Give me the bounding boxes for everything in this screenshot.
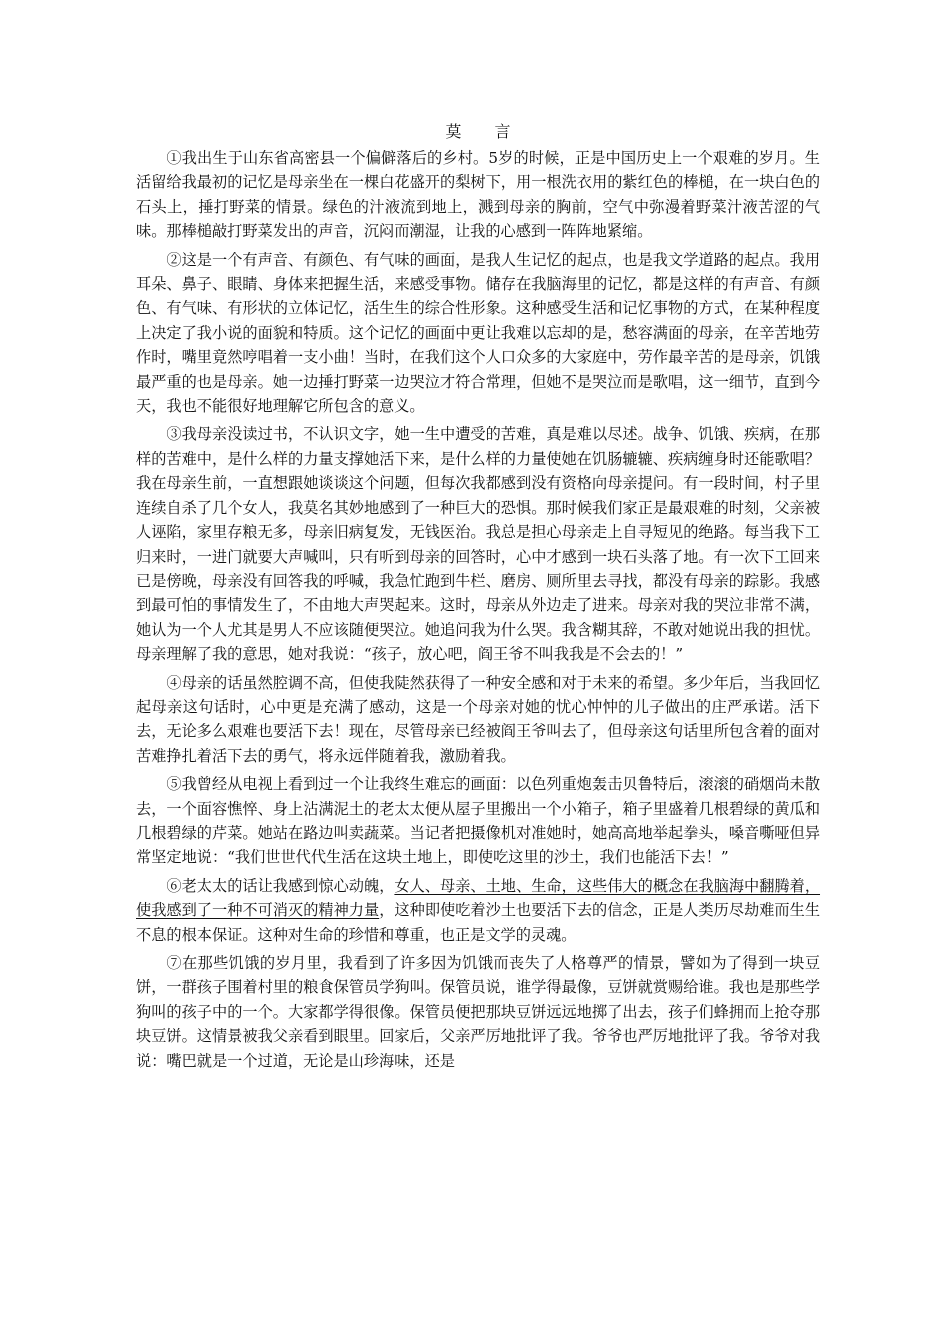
document-page bbox=[136, 120, 820, 1077]
paragraph-1: ①我出生于山东省高密县一个偏僻落后的乡村。5岁的时候，正是中国历史上一个艰难的岁月。生活留给我最初的记忆是母亲坐在一棵白花盛开的梨树下，用一根洗衣用的紫红色的棒槌，在一块白色的石头上，捶打野菜的情景。绿色的汁液流到地上，溅到母亲的胸前，空气中弥漫着野菜汁液苦涩的气味。那棒槌敲打野菜发出的声音，沉闷而潮湿，让我的心感到一阵阵地紧缩。 bbox=[136, 149, 820, 241]
document-title: 莫 言 bbox=[445, 122, 525, 141]
paragraph-6 bbox=[136, 874, 820, 947]
paragraph-2: ②这是一个有声音、有颜色、有气味的画面，是我人生记忆的起点，也是我文学道路的起点。我用耳朵、鼻子、眼睛、身体来把握生活，来感受事物。储存在我脑海里的记忆，都是这样的有声音、有颜色、有气味、有形状的立体记忆，活生生的综合性形象。这种感受生活和记忆事物的方式，在某种程度上决定了我小说的面貌和特质。这个记忆的画面中更让我难以忘却的是，愁容满面的母亲，在辛苦地劳作时，嘴里竟然哼唱着一支小曲！当时，在我们这个人口众多的大家庭中，劳作最辛苦的是母亲，饥饿最严重的也是母亲。她一边捶打野菜一边哭泣才符合常理，但她不是哭泣而是歌唱，这一细节，直到今天，我也不能很好地理解它所包含的意义。 bbox=[136, 250, 820, 416]
paragraph-3: ③我母亲没读过书，不认识文字，她一生中遭受的苦难，真是难以尽述。战争、饥饿、疾病，在那样的苦难中，是什么样的力量支撑她活下来，是什么样的力量使她在饥肠辘辘、疾病缠身时还能歌唱？我在母亲生前，一直想跟她谈谈这个问题，但每次我都感到没有资格向母亲提问。有一段时间，村子里连续自杀了几个女人，我莫名其妙地感到了一种巨大的恐惧。那时候我们家正是最艰难的时刻，父亲被人诬陷，家里存粮无多，母亲旧病复发，无钱医治。我总是担心母亲走上自寻短见的绝路。每当我下工归来时，一进门就要大声喊叫，只有听到母亲的回答时，心中才感到一块石头落了地。有一次下工回来已是傍晚，母亲没有回答我的呼喊，我急忙跑到牛栏、磨房、厕所里去寻找，都没有母亲的踪影。我感到最可怕的事情发生了，不由地大声哭起来。这时，母亲从外边走了进来。母亲对我的哭泣非常不满，她认为一个人尤其是男人不应该随便哭泣。她追问我为什么哭。我含糊其辞，不敢对她说出我的担忧。母亲理解了我的意思，她对我说：“孩子，放心吧，阎王爷不叫我我是不会去的！” bbox=[136, 425, 820, 664]
paragraph-4: ④母亲的话虽然腔调不高，但使我陡然获得了一种安全感和对于未来的希望。多少年后，当我回忆起母亲这句话时，心中更是充满了感动，这是一个母亲对她的忧心忡忡的儿子做出的庄严承诺。活下去，无论多么艰难也要活下去！现在，尽管母亲已经被阎王爷叫去了，但母亲这句话里所包含着的面对苦难挣扎着活下去的勇气，将永远伴随着我，激励着我。 bbox=[136, 673, 820, 765]
paragraph-6-rest: ，这种即使吃着沙土也要活下去的信念，正是人类历尽劫难而生生不息的根本保证。这种对生命的珍惜和尊重，也正是文学的灵魂。 bbox=[136, 901, 821, 944]
paragraph-5: ⑤我曾经从电视上看到过一个让我终生难忘的画面：以色列重炮轰击贝鲁特后，滚滚的硝烟尚未散去，一个面容憔悴、身上沾满泥土的老太太便从屋子里搬出一个小箱子，箱子里盛着几根碧绿的黄瓜和几根碧绿的芹菜。她站在路边叫卖蔬菜。当记者把摄像机对准她时，她高高地举起拳头，嗓音嘶哑但异常坚定地说：“我们世世代代生活在这块土地上，即使吃这里的沙土，我们也能活下去！” bbox=[136, 775, 820, 867]
paragraph-6-underlined-sentence: 女人、母亲、土地、生命，这些伟大的概念在我脑海中翻腾着，使我感到了一种不可消灭的精神力量 bbox=[136, 876, 821, 920]
paragraph-7: ⑦在那些饥饿的岁月里，我看到了许多因为饥饿而丧失了人格尊严的情景，譬如为了得到一块豆饼，一群孩子围着村里的粮食保管员学狗叫。保管员说，谁学得最像，豆饼就赏赐给谁。我也是那些学狗叫的孩子中的一个。大家都学得很像。保管员便把那块豆饼远远地掷了出去，孩子们蜂拥而上抢夺那块豆饼。这情景被我父亲看到眼里。回家后，父亲严厉地批评了我。爷爷也严厉地批评了我。爷爷对我说：嘴巴就是一个过道，无论是山珍海味，还是 bbox=[136, 954, 820, 1070]
paragraph-6-lead: ⑥老太太的话让我感到惊心动魄， bbox=[166, 876, 395, 895]
